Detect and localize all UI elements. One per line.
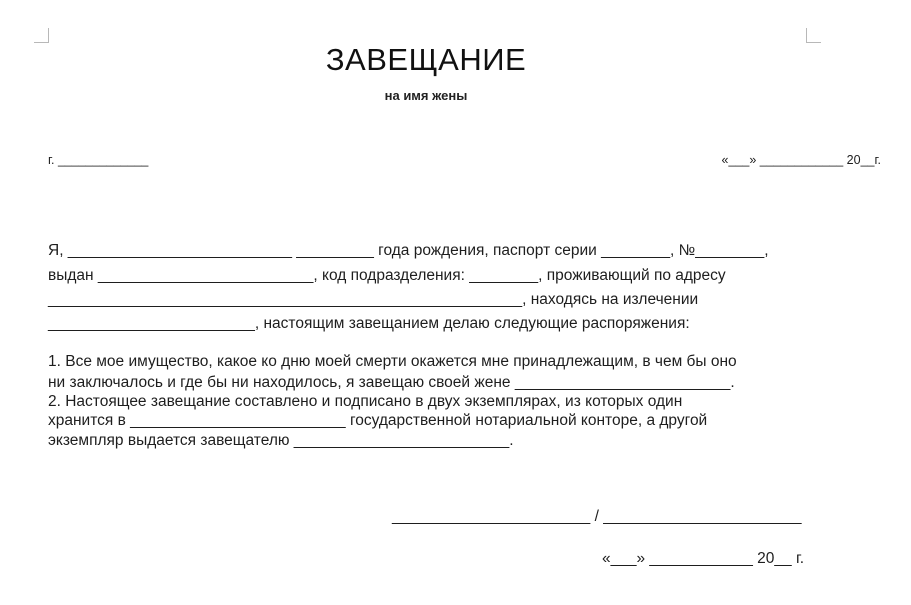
date-top: «___» ____________ 20__г. bbox=[721, 153, 881, 167]
crop-mark-top-left bbox=[34, 28, 49, 43]
clause-line: ни заключалось и где бы ни находилось, я завещаю своей жене _________________________. bbox=[48, 374, 735, 391]
date-bottom: «___» ____________ 20__ г. bbox=[602, 550, 805, 567]
document-title: ЗАВЕЩАНИЕ bbox=[325, 42, 527, 77]
crop-mark-top-right bbox=[806, 28, 821, 43]
document-subtitle: на имя жены bbox=[384, 88, 468, 103]
clause-line: экземпляр выдается завещателю _________________________. bbox=[48, 432, 514, 449]
clause-line: 2. Настоящее завещание составлено и подписано в двух экземплярах, из которых один bbox=[48, 393, 683, 410]
signature-line: _______________________ / _______________________ bbox=[392, 508, 802, 525]
body-line: ________________________, настоящим завещанием делаю следующие распоряжения: bbox=[48, 315, 690, 332]
clause-line: хранится в _________________________ государственной нотариальной конторе, а другой bbox=[48, 412, 708, 429]
body-line: Я, __________________________ _________ года рождения, паспорт серии ________, №________, bbox=[48, 242, 769, 259]
city-line: г. _____________ bbox=[48, 153, 149, 167]
body-line: _______________________________________________________, находясь на излечении bbox=[48, 291, 699, 308]
clause-line: 1. Все мое имущество, какое ко дню моей смерти окажется мне принадлежащим, в чем бы оно bbox=[48, 353, 737, 370]
body-line: выдан _________________________, код подразделения: ________, проживающий по адресу bbox=[48, 267, 726, 284]
